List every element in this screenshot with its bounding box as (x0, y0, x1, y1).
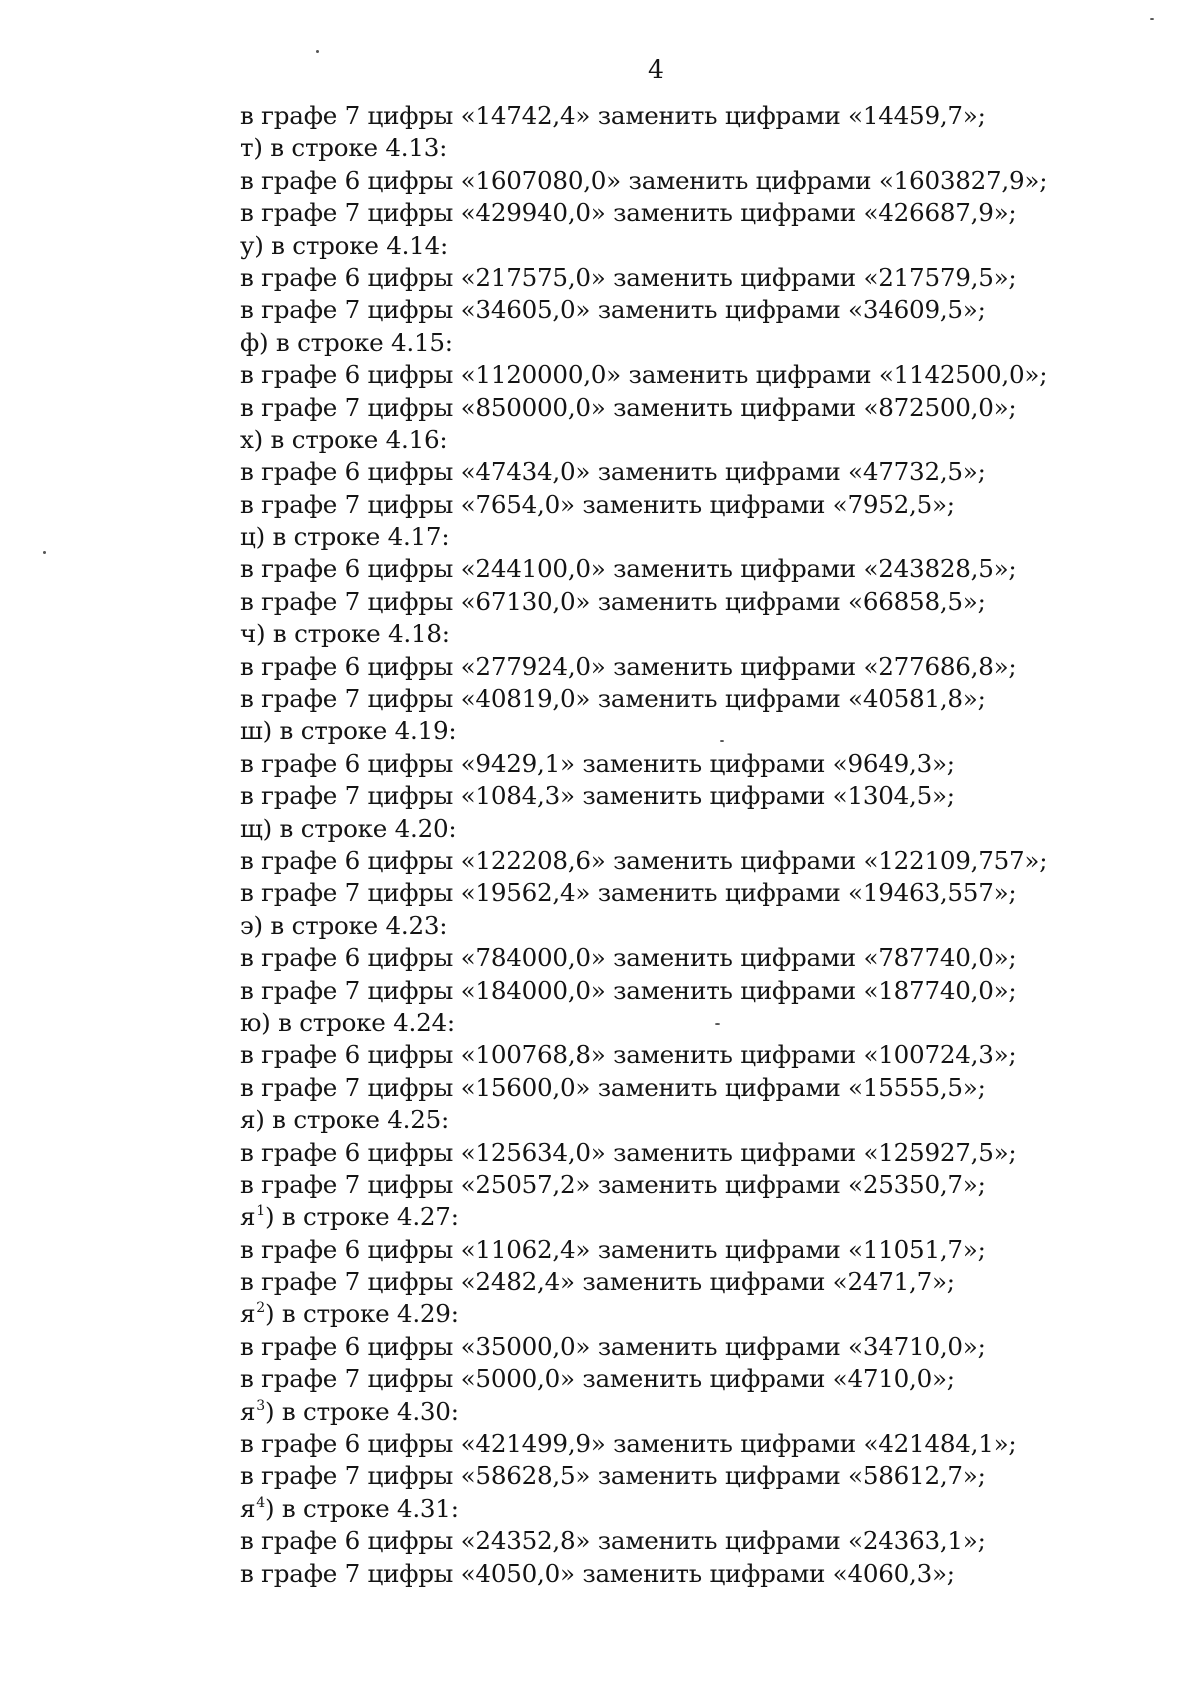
document-line (240, 424, 1040, 456)
line-text: ц) в строке 4.17: (240, 522, 450, 552)
line-text: в графе 6 цифры «11062,4» заменить цифрами «11051,7»; (240, 1234, 986, 1264)
line-text: в графе 6 цифры «9429,1» заменить цифрами «9649,3»; (240, 748, 955, 778)
item-letter: я (240, 1299, 256, 1329)
document-line (240, 715, 1040, 747)
document-line (240, 327, 1040, 359)
document-line (240, 1007, 1040, 1039)
document-line (240, 877, 1040, 909)
document-line (240, 780, 1040, 812)
line-text: в графе 6 цифры «47434,0» заменить цифрами «47732,5»; (240, 457, 986, 487)
document-line (240, 586, 1040, 618)
scan-speck (316, 50, 319, 53)
document-line (240, 942, 1040, 974)
document-line (240, 1201, 1040, 1233)
document-line (240, 1493, 1040, 1525)
line-text: в графе 7 цифры «19562,4» заменить цифрами «19463,557»; (240, 878, 1017, 908)
document-line (240, 132, 1040, 164)
document-line (240, 1266, 1040, 1298)
document-line (240, 845, 1048, 877)
document-line (240, 1234, 1040, 1266)
item-superscript: 2 (256, 1300, 265, 1317)
line-text: в графе 6 цифры «100768,8» заменить цифрами «100724,3»; (240, 1040, 1017, 1070)
line-text: в графе 6 цифры «125634,0» заменить цифрами «125927,5»; (240, 1137, 1017, 1167)
line-text: в графе 7 цифры «58628,5» заменить цифрами «58612,7»; (240, 1461, 986, 1491)
page-number: 4 (648, 55, 664, 84)
document-line (240, 359, 1048, 391)
line-text: в графе 6 цифры «24352,8» заменить цифрами «24363,1»; (240, 1526, 986, 1556)
document-line (240, 1039, 1040, 1071)
item-letter: я (240, 1202, 256, 1232)
line-text: э) в строке 4.23: (240, 910, 448, 940)
line-text: ) в строке 4.31: (264, 1493, 459, 1523)
document-body (240, 100, 1048, 1590)
document-line (240, 1104, 1040, 1136)
line-text: в графе 6 цифры «784000,0» заменить цифрами «787740,0»; (240, 943, 1017, 973)
document-line (240, 910, 1040, 942)
line-text: в графе 7 цифры «14742,4» заменить цифрами «14459,7»; (240, 101, 986, 130)
line-text: в графе 7 цифры «25057,2» заменить цифрами «25350,7»; (240, 1169, 986, 1199)
line-text: в графе 7 цифры «7654,0» заменить цифрами «7952,5»; (240, 489, 955, 519)
document-line (240, 230, 1040, 262)
document-line (240, 1298, 1040, 1330)
line-text: у) в строке 4.14: (240, 230, 449, 260)
line-text: в графе 6 цифры «277924,0» заменить цифрами «277686,8»; (240, 651, 1017, 681)
line-text: в графе 7 цифры «4050,0» заменить цифрами «4060,3»; (240, 1558, 955, 1588)
line-text: в графе 6 цифры «122208,6» заменить цифрами «122109,757»; (240, 845, 1048, 875)
line-text: в графе 7 цифры «15600,0» заменить цифрами «15555,5»; (240, 1072, 986, 1102)
document-line (240, 651, 1040, 683)
document-line (240, 456, 1040, 488)
document-line (240, 197, 1040, 229)
item-superscript: 1 (256, 1203, 265, 1220)
line-text: ) в строке 4.29: (264, 1299, 459, 1329)
document-line (240, 262, 1040, 294)
document-line (240, 1460, 1040, 1492)
document-line (240, 392, 1040, 424)
document-line (240, 1363, 1040, 1395)
line-text: в графе 7 цифры «2482,4» заменить цифрами «2471,7»; (240, 1267, 955, 1297)
document-line (240, 683, 1040, 715)
line-text: в графе 6 цифры «244100,0» заменить цифрами «243828,5»; (240, 554, 1017, 584)
document-line (240, 975, 1040, 1007)
document-line (240, 1428, 1040, 1460)
document-line (240, 1331, 1040, 1363)
document-line (240, 100, 1040, 132)
document-line (240, 489, 1040, 521)
document-line (240, 1558, 1040, 1590)
line-text: в графе 7 цифры «1084,3» заменить цифрами «1304,5»; (240, 781, 955, 811)
line-text: в графе 7 цифры «5000,0» заменить цифрами «4710,0»; (240, 1364, 955, 1394)
line-text: в графе 6 цифры «1120000,0» заменить цифрами «1142500,0»; (240, 360, 1048, 390)
line-text: ) в строке 4.30: (264, 1396, 459, 1426)
document-line (240, 1396, 1040, 1428)
line-text: ю) в строке 4.24: (240, 1007, 455, 1037)
item-letter: я (240, 1396, 256, 1426)
document-line (240, 1137, 1040, 1169)
scan-speck (715, 1023, 720, 1025)
scan-speck (720, 740, 724, 742)
line-text: ф) в строке 4.15: (240, 327, 453, 357)
line-text: х) в строке 4.16: (240, 424, 448, 454)
document-line (240, 1072, 1040, 1104)
line-text: в графе 6 цифры «35000,0» заменить цифрами «34710,0»; (240, 1331, 986, 1361)
item-letter: я (240, 1493, 256, 1523)
line-text: щ) в строке 4.20: (240, 813, 457, 843)
line-text: в графе 7 цифры «850000,0» заменить цифрами «872500,0»; (240, 392, 1017, 422)
document-line (240, 521, 1040, 553)
line-text: в графе 6 цифры «1607080,0» заменить цифрами «1603827,9»; (240, 165, 1048, 195)
document-line (240, 553, 1040, 585)
line-text: в графе 6 цифры «421499,9» заменить цифрами «421484,1»; (240, 1429, 1017, 1459)
document-line (240, 1169, 1040, 1201)
line-text: в графе 7 цифры «40819,0» заменить цифрами «40581,8»; (240, 684, 986, 714)
line-text: в графе 6 цифры «217575,0» заменить цифрами «217579,5»; (240, 262, 1017, 292)
line-text: ) в строке 4.27: (264, 1202, 459, 1232)
document-line (240, 294, 1040, 326)
document-line (240, 1525, 1040, 1557)
item-superscript: 4 (256, 1494, 265, 1511)
line-text: в графе 7 цифры «67130,0» заменить цифрами «66858,5»; (240, 586, 986, 616)
scan-speck (1150, 18, 1154, 20)
item-superscript: 3 (256, 1397, 265, 1414)
line-text: в графе 7 цифры «184000,0» заменить цифрами «187740,0»; (240, 975, 1017, 1005)
document-line (240, 748, 1040, 780)
line-text: в графе 7 цифры «34605,0» заменить цифрами «34609,5»; (240, 295, 986, 325)
document-line (240, 618, 1040, 650)
line-text: я) в строке 4.25: (240, 1105, 450, 1135)
document-line (240, 813, 1040, 845)
line-text: т) в строке 4.13: (240, 133, 448, 163)
line-text: в графе 7 цифры «429940,0» заменить цифрами «426687,9»; (240, 198, 1017, 228)
document-line (240, 165, 1048, 197)
scan-speck (43, 551, 46, 554)
line-text: ч) в строке 4.18: (240, 619, 450, 649)
line-text: ш) в строке 4.19: (240, 716, 457, 746)
